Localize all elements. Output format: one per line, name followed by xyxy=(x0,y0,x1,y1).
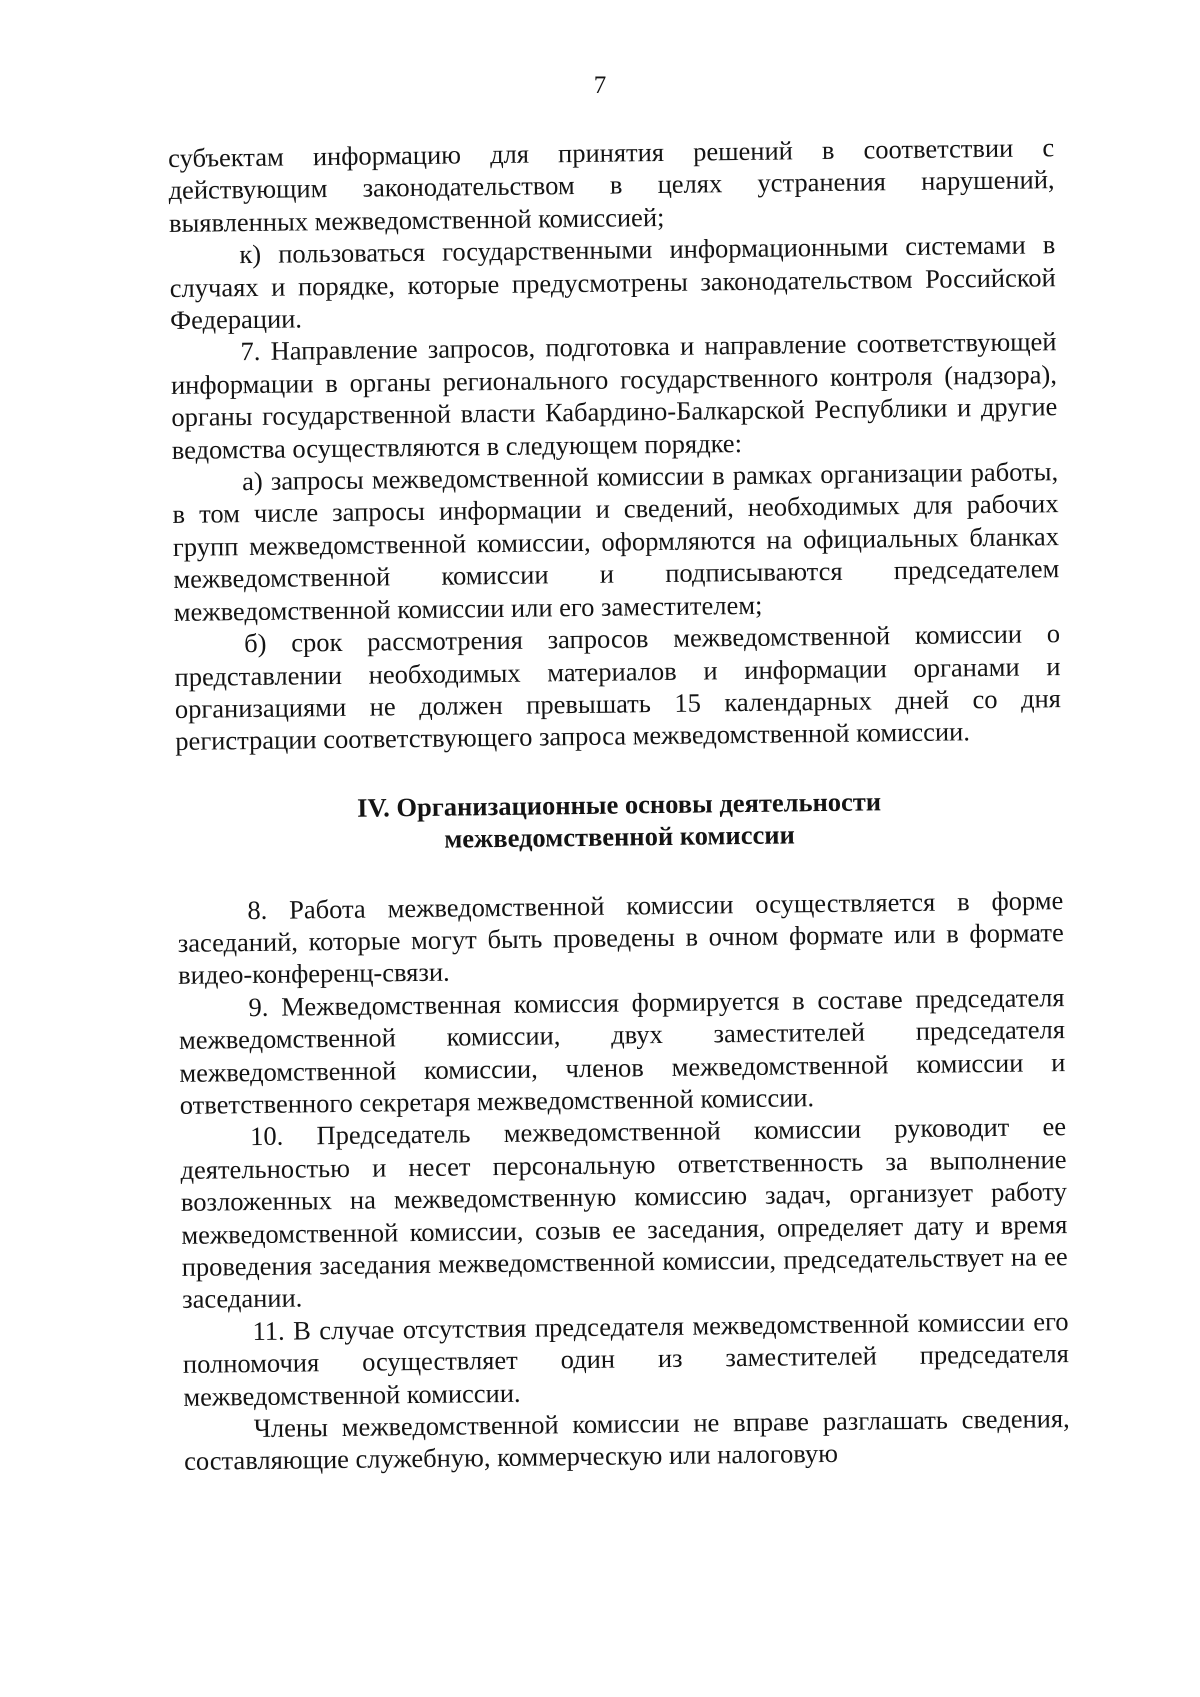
document-body xyxy=(168,131,1070,1478)
section-heading xyxy=(176,783,1063,859)
paragraph-11: 11. В случае отсутствия председателя межведомственной комиссии его полномочия осуществляет один из заместителей председателя межведомственной комиссии. xyxy=(182,1305,1070,1412)
page-number: 7 xyxy=(593,72,607,99)
paragraph-item-a: а) запросы межведомственной комиссии в рамках организации работы, в том числе запросы информации и сведений, необходимых для рабочих групп межведомственной комиссии, оформляются на официальных бланках межведомственной комиссии и подписываются председателем межведомственной комиссии или его заместителем; xyxy=(172,456,1060,627)
paragraph-item-b: б) срок рассмотрения запросов межведомственной комиссии о представлении необходимых материалов и информации органами и организациями не должен превышать 15 календарных дней со дня регистрации соответствующего запроса межведомственной комиссии. xyxy=(174,618,1062,757)
paragraph-9: 9. Межведомственная комиссия формируется в составе председателя межведомственной комиссии, двух заместителей председателя межведомственной комиссии, членов межведомственной комиссии и ответственного секретаря межведомственной комиссии. xyxy=(178,981,1066,1120)
paragraph-continuation: субъектам информацию для принятия решений в соответствии с действующим законодательством в целях устранения нарушений, выявленных межведомственной комиссией; xyxy=(168,132,1055,238)
section-heading-line-1: IV. Организационные основы деятельности xyxy=(356,786,882,823)
paragraph-10: 10. Председатель межведомственной комиссии руководит ее деятельностью и несет персональную ответственность за выполнение возложенных на межведомственную комиссию задач, организует работу межведомственной комиссии, созыв ее заседания, определяет дату и время проведения заседания межведомственной комиссии, председательствует на ее заседании. xyxy=(180,1111,1068,1315)
paragraph-members: Члены межведомственной комиссии не вправе разглашать сведения, составляющие служебную, коммерческую или налоговую xyxy=(183,1403,1070,1477)
section-heading-line-2: межведомственной комиссии xyxy=(444,819,795,854)
paragraph-7: 7. Направление запросов, подготовка и направление соответствующей информации в органы регионального государственного контроля (надзора), органы государственной власти Кабардино-Балкарской Республики и другие ведомства осуществляются в следующем порядке: xyxy=(170,326,1058,465)
paragraph-8: 8. Работа межведомственной комиссии осуществляется в форме заседаний, которые могут быть проведены в очном формате или в формате видео-конференц-связи. xyxy=(177,884,1064,991)
paragraph-item-k: к) пользоваться государственными информационными системами в случаях и порядке, которые предусмотрены законодательством Российской Федерации. xyxy=(169,229,1056,336)
